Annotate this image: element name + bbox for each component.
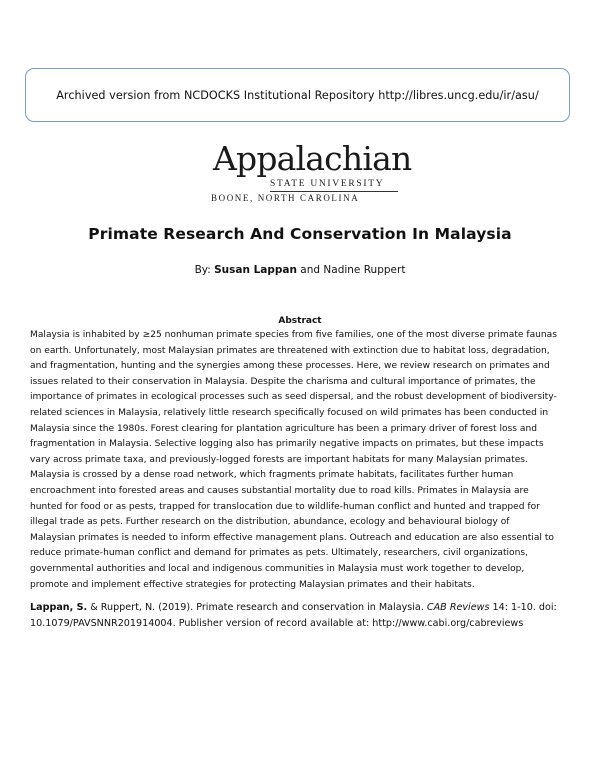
archive-notice-box — [25, 68, 570, 122]
abstract-line: illegal trade as pets. Further research on the distribution, abundance, ecology and behavioural biology of — [30, 517, 510, 528]
abstract-line: encroachment into forested areas and causes substantial mortality due to road kills. Primates in Malaysia are — [30, 485, 529, 496]
abstract-line: governmental authorities and local and indigenous communities in Malaysia must work together to develop, — [30, 563, 525, 574]
abstract-line: vary across primate taxa, and previously-logged forests are important habitats for many Malaysian primates. — [30, 454, 528, 465]
citation — [30, 600, 575, 632]
abstract-line: Malaysian primates is needed to inform effective management plans. Outreach and education are also essential to — [30, 532, 554, 543]
abstract-line: fragmentation in Malaysia. Selective logging also has primarily negative impacts on primates, but these impacts — [30, 439, 544, 450]
logo-tagline: STATE UNIVERSITY — [270, 179, 385, 189]
citation-authors-rest: & Ruppert, N. (2019). Primate research and conservation in Malaysia. — [87, 602, 427, 613]
abstract-line: reduce primate-human conflict and demand for primates as pets. Ultimately, researchers, civil organizations, — [30, 548, 529, 559]
abstract-line: promote and implement effective strategies for protecting Malaysian primates and their habitats. — [30, 579, 475, 590]
abstract-line: related sciences in Malaysia, relatively little research specifically focused on wild primates has been conducted in — [30, 407, 549, 418]
logo-wordmark: Appalachian — [213, 139, 412, 178]
author-2: Nadine Ruppert — [323, 264, 406, 276]
abstract-line: hunted for food or as pests, trapped for translocation due to wildlife-human conflict and hunted and trapped for — [30, 501, 540, 512]
archive-notice-text: Archived version from NCDOCKS Institutional Repository http://libres.uncg.edu/ir/asu/ — [56, 88, 539, 102]
abstract-line: Malaysia is inhabited by ≥25 nonhuman primate species from five families, one of the most diverse primate faunas — [30, 330, 557, 340]
citation-journal: CAB Reviews — [426, 602, 490, 613]
abstract-line: Malaysia since the 1980s. Forest clearing for plantation agriculture has been a primary driver of forest loss and — [30, 423, 538, 434]
author-1: Susan Lappan — [214, 264, 297, 276]
abstract-line: on earth. Unfortunately, most Malaysian primates are threatened with extinction due to habitat loss, degradation, — [30, 345, 550, 356]
abstract-line: Malaysia is crossed by a dense road network, which fragments primate habitats, facilitates further human — [30, 470, 514, 481]
abstract-line: issues related to their conservation in Malaysia. Despite the charisma and cultural importance of primates, the — [30, 376, 536, 387]
logo-location: BOONE, NORTH CAROLINA — [211, 193, 360, 203]
citation-author-bold: Lappan, S. — [30, 602, 88, 613]
citation-line-2: 10.1079/PAVSNNR201914004. Publisher version of record available at: http://www.cabi.org/cabreviews — [30, 618, 524, 629]
citation-details: 14: 1-10. doi: — [489, 602, 557, 613]
abstract-line: importance of primates in ecological processes such as seed dispersal, and the robust development of biodiversity- — [30, 392, 557, 403]
byline-prefix: By: — [194, 264, 215, 276]
abstract-body — [30, 328, 572, 593]
byline-connector: and — [296, 264, 324, 276]
byline — [0, 264, 600, 276]
logo-rule — [270, 191, 398, 192]
appalachian-logo — [210, 139, 412, 204]
abstract-line: and fragmentation, hunting and the synergies among these processes. Here, we review research on primates and — [30, 361, 550, 372]
paper-title: Primate Research And Conservation In Malaysia — [88, 225, 512, 243]
abstract-heading: Abstract — [278, 316, 322, 326]
